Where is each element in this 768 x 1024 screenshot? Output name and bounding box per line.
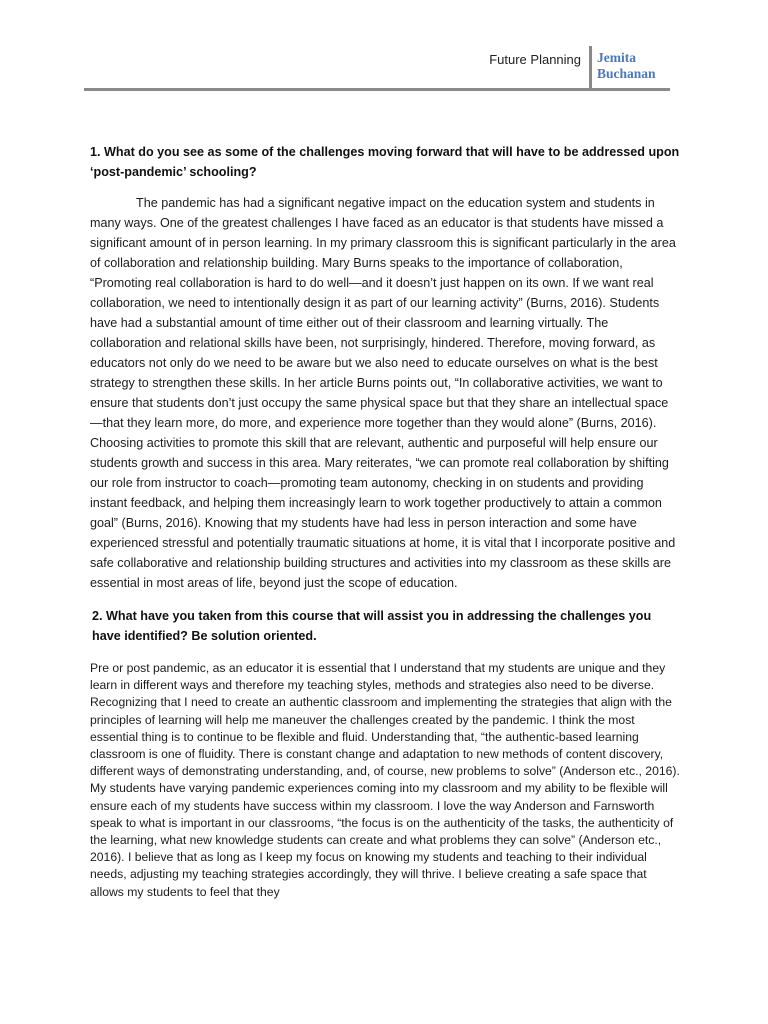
header-divider [589,46,592,90]
answer-2-paragraph: Pre or post pandemic, as an educator it is essential that I understand that my students are unique and they learn in different ways and therefore my teaching styles, methods and strategies also need to be diverse. Recognizing that I need to create an authentic classroom and implementing the strategies that align with the principles of learning will help me maneuver the challenges created by the pandemic. I think the most essential thing is to continue to be flexible and fluid. Understanding that, “the authentic-based learning classroom is one of fluidity. There is constant change and adaptation to new methods of content discovery, different ways of demonstrating understanding, and, of course, new problems to solve” (Anderson etc., 2016). My students have varying pandemic experiences coming into my classroom and my ability to be flexible will ensure each of my students have success within my classroom. I love the way Anderson and Farnsworth speak to what is important in our classrooms, “the focus is on the authenticity of the tasks, the authenticity of the learning, what new knowledge students can create and what problems they can solve” (Anderson etc., 2016). I believe that as long as I keep my focus on knowing my students and teaching to their individual needs, adjusting my teaching strategies accordingly, they will thrive. I believe creating a safe space that allows my students to feel that they [90,661,680,899]
header-rule [84,88,670,91]
answer-1-paragraph: The pandemic has had a significant negative impact on the education system and students in many ways. One of the greatest challenges I have faced as an educator is that students have missed a significant amount of in person learning. In my primary classroom this is significant particularly in the area of collaboration and relationship building. Mary Burns speaks to the importance of collaboration, “Promoting real collaboration is hard to do well—and it doesn’t just happen on its own. If we want real collaboration, we need to intentionally design it as part of our learning activity” (Burns, 2016). Students have had a substantial amount of time either out of their classroom and learning virtually. The collaboration and relational skills have been, not surprisingly, hindered. Therefore, moving forward, as educators not only do we need to be aware but we also need to educate ourselves on what is the best strategy to strengthen these skills. In her article Burns points out, “In collaborative activities, we want to ensure that students don’t just occupy the same physical space but that they share an intellectual space—that they learn more, do more, and experience more together than they would alone” (Burns, 2016). Choosing activities to promote this skill that are relevant, authentic and purposeful will help ensure our students growth and success in this area. Mary reiterates, “we can promote real collaboration by shifting our role from instructor to coach—promoting team autonomy, checking in on students and providing instant feedback, and helping them increasingly learn to work together productively to attain a common goal” (Burns, 2016). Knowing that my students have had less in person interaction and some have experienced stressful and potentially traumatic situations at home, it is vital that I incorporate positive and safe collaborative and relationship building structures and activities into my classroom as these skills are essential in most areas of life, beyond just the scope of education. [90,196,676,590]
question-2: 2. What have you taken from this course that will assist you in addressing the challenges you have identified? Be solution oriented. [92,609,652,643]
page-header [84,44,670,90]
header-author: Jemita Buchanan [597,50,656,81]
header-title: Future Planning [489,52,581,67]
question-1: 1. What do you see as some of the challenges moving forward that will have to be addressed upon ‘post-pandemic’ schooling? [90,145,680,179]
